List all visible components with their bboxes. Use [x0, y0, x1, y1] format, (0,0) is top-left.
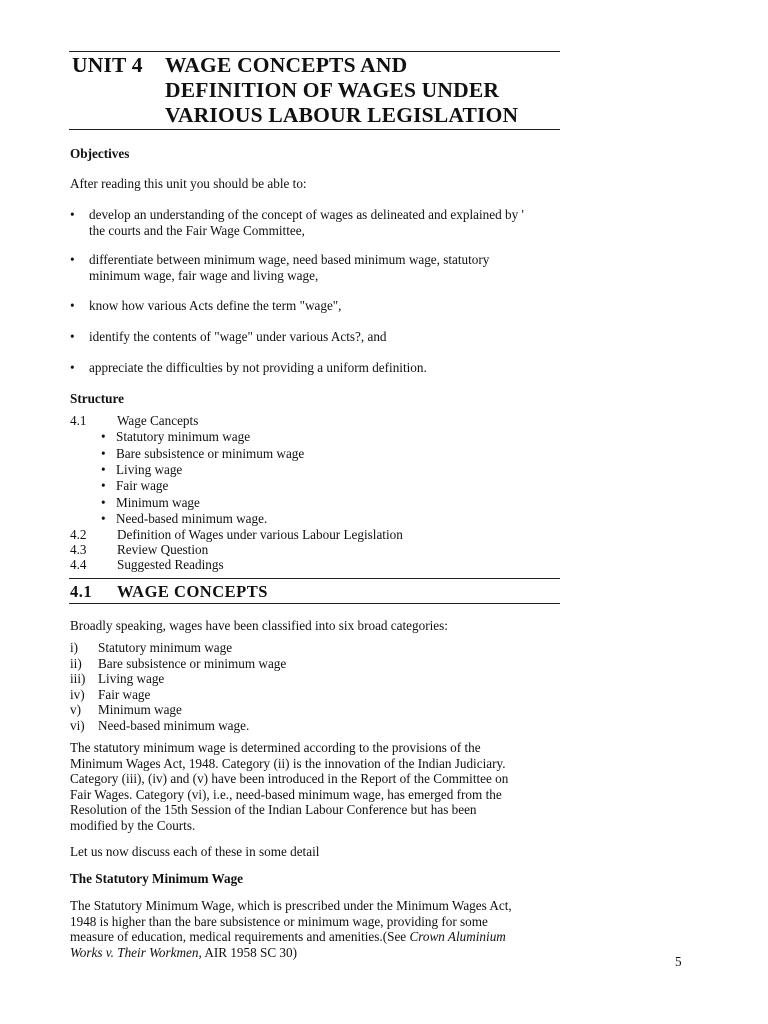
objective-line: know how various Acts define the term "wage",	[89, 298, 342, 313]
structure-sub-item-label: Living wage	[116, 462, 183, 477]
unit-title-line: WAGE CONCEPTS AND	[165, 53, 408, 77]
paragraph-line: Resolution of the 15th Session of the Indian Labour Conference but has been	[70, 802, 477, 817]
section-intro: Broadly speaking, wages have been classified into six broad categories:	[70, 618, 448, 633]
paragraph-text: measure of education, medical requirements and amenities.(See	[70, 929, 410, 944]
structure-item-number: 4.3	[70, 542, 87, 557]
unit-title-lines	[165, 53, 518, 128]
category-label: Bare subsistence or minimum wage	[98, 656, 287, 671]
category-label: Minimum wage	[98, 702, 182, 717]
structure-heading: Structure	[70, 391, 124, 406]
category-number: vi)	[70, 718, 85, 733]
structure-sub-item-label: Bare subsistence or minimum wage	[116, 446, 305, 461]
structure-item-label: Review Question	[117, 542, 209, 557]
bullet-icon: •	[101, 511, 106, 526]
structure-sub-item-label: Statutory minimum wage	[116, 429, 251, 444]
bullet-icon: •	[70, 298, 75, 313]
page-number: 5	[675, 954, 682, 969]
paragraph-line: The statutory minimum wage is determined according to the provisions of the	[70, 740, 481, 755]
objective-line: appreciate the difficulties by not providing a uniform definition.	[89, 360, 427, 375]
discuss-sentence: Let us now discuss each of these in some detail	[70, 844, 320, 859]
bullet-icon: •	[101, 429, 106, 444]
categories-paragraph	[70, 740, 560, 833]
paragraph-line: Minimum Wages Act, 1948. Category (ii) is the innovation of the Indian Judiciary.	[70, 755, 506, 771]
objective-line: the courts and the Fair Wage Committee,	[89, 222, 305, 238]
structure-item-label: Definition of Wages under various Labour Legislation	[117, 527, 403, 542]
section-number: 4.1	[70, 582, 93, 601]
objective-line: minimum wage, fair wage and living wage,	[89, 267, 319, 283]
category-number: iii)	[70, 671, 86, 686]
category-number: v)	[70, 702, 81, 717]
structure-sub-item-label: Need-based minimum wage.	[116, 511, 268, 526]
bullet-icon: •	[101, 446, 106, 461]
paragraph-text: AIR 1958 SC 30)	[201, 944, 298, 960]
structure-item-number: 4.2	[70, 527, 87, 542]
structure-sub-item-label: Minimum wage	[116, 495, 200, 510]
structure-sub-item-label: Fair wage	[116, 478, 169, 493]
section-top-rule	[69, 578, 560, 579]
paragraph-line	[70, 929, 560, 945]
category-number: iv)	[70, 687, 85, 702]
unit-label: UNIT 4	[72, 53, 143, 77]
bullet-icon: •	[70, 252, 75, 267]
case-citation-italic: Crown Aluminium	[409, 929, 506, 944]
section-bottom-rule	[69, 603, 560, 604]
objective-line: develop an understanding of the concept of wages as delineated and explained by '	[89, 207, 524, 222]
structure-item-number: 4.1	[70, 413, 87, 428]
header-bottom-rule	[69, 129, 560, 130]
paragraph-line: Category (iii), (iv) and (v) have been introduced in the Report of the Committee on	[70, 771, 509, 786]
unit-title-line: DEFINITION OF WAGES UNDER	[165, 78, 500, 102]
paragraph-line: Fair Wages. Category (vi), i.e., need-based minimum wage, has emerged from the	[70, 786, 502, 802]
paragraph-line: 1948 is higher than the bare subsistence or minimum wage, providing for some	[70, 913, 488, 929]
category-label: Need-based minimum wage.	[98, 718, 250, 733]
unit-title-line: VARIOUS LABOUR LEGISLATION	[165, 103, 519, 127]
category-number: i)	[70, 640, 79, 655]
category-label: Statutory minimum wage	[98, 640, 233, 655]
structure-item-label: Wage Cancepts	[117, 413, 199, 428]
structure-item-number: 4.4	[70, 557, 87, 572]
statutory-paragraph	[70, 898, 560, 960]
bullet-icon: •	[70, 360, 75, 375]
header-top-rule	[69, 51, 560, 52]
case-citation-italic: Works v. Their Workmen,	[70, 944, 202, 960]
category-label: Living wage	[98, 671, 165, 686]
objectives-intro: After reading this unit you should be able to:	[70, 176, 307, 191]
structure-item-label: Suggested Readings	[117, 557, 224, 572]
bullet-icon: •	[101, 462, 106, 477]
statutory-minimum-wage-heading: The Statutory Minimum Wage	[70, 871, 244, 886]
bullet-icon: •	[101, 495, 106, 510]
bullet-icon: •	[70, 207, 75, 222]
objective-line: differentiate between minimum wage, need based minimum wage, statutory	[89, 252, 490, 267]
bullet-icon: •	[70, 329, 75, 344]
bullet-icon: •	[101, 478, 106, 493]
paragraph-line	[70, 945, 560, 961]
category-label: Fair wage	[98, 687, 151, 702]
section-title: WAGE CONCEPTS	[117, 582, 268, 601]
paragraph-line: The Statutory Minimum Wage, which is prescribed under the Minimum Wages Act,	[70, 898, 512, 913]
objectives-heading: Objectives	[70, 146, 130, 161]
paragraph-line: modified by the Courts.	[70, 817, 196, 833]
objective-line: identify the contents of "wage" under various Acts?, and	[89, 329, 387, 344]
category-number: ii)	[70, 656, 82, 671]
